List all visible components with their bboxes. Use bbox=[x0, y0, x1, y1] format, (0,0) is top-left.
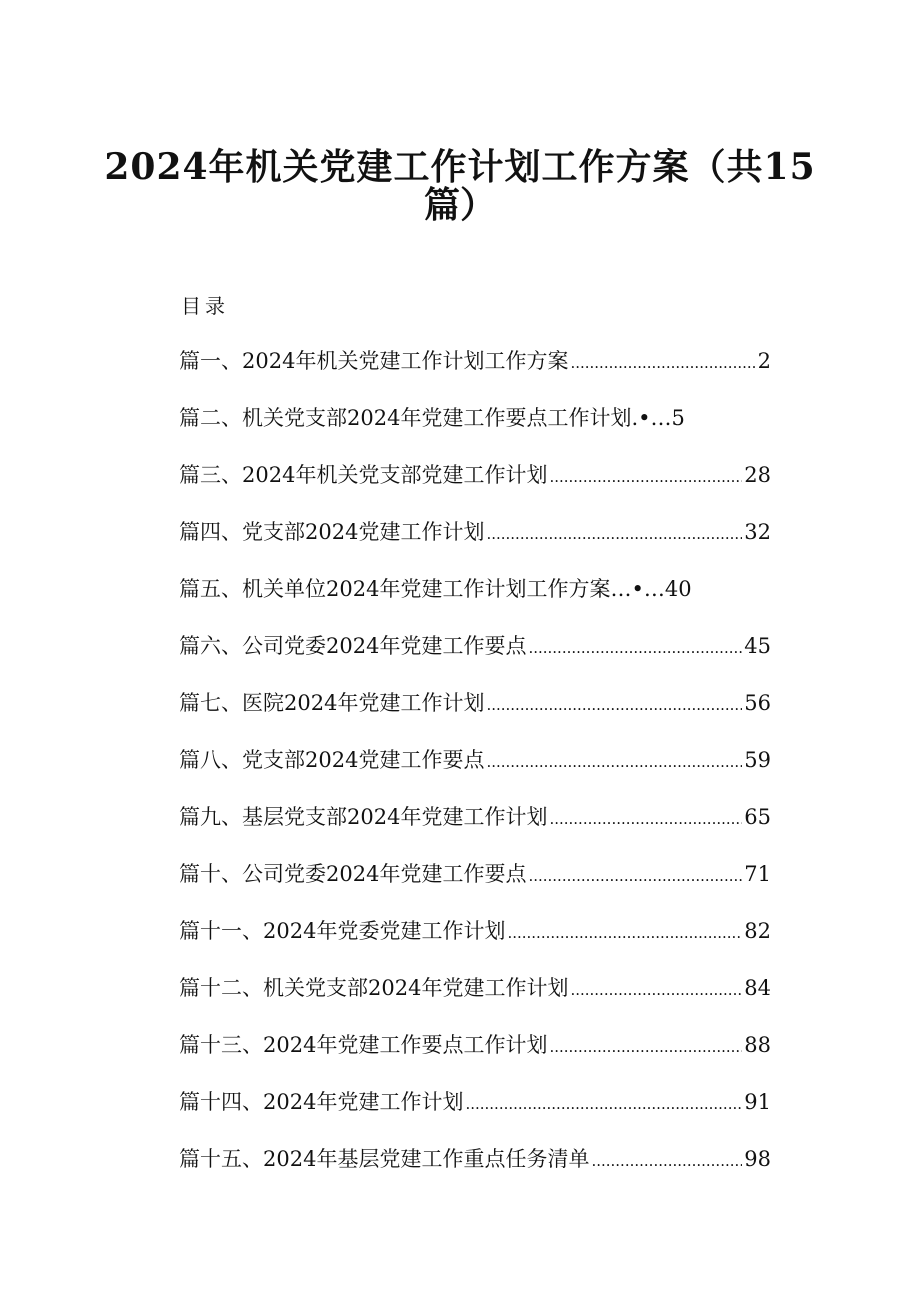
toc-page-number: 59 bbox=[744, 748, 771, 772]
toc-entry[interactable] bbox=[179, 1029, 771, 1086]
toc-entry-label: 篇十、公司党委2024年党建工作要点 bbox=[179, 862, 527, 886]
toc-page-number: 56 bbox=[744, 691, 771, 715]
toc-entry-label: 篇八、党支部2024党建工作要点 bbox=[179, 748, 485, 772]
toc-entry-label: 篇十二、机关党支部2024年党建工作计划 bbox=[179, 976, 569, 1000]
toc-page-number: 45 bbox=[744, 634, 771, 658]
toc-dot-leader bbox=[549, 461, 742, 493]
toc-heading: 目录 bbox=[181, 294, 229, 318]
toc-page-number: 65 bbox=[744, 805, 771, 829]
document-title-line-1: 2024年机关党建工作计划工作方案（共15 bbox=[104, 146, 816, 188]
toc-entry-label: 篇二、机关党支部2024年党建工作要点工作计划.•… bbox=[179, 406, 672, 430]
toc-entry-label: 篇十一、2024年党委党建工作计划 bbox=[179, 919, 506, 943]
toc-entry[interactable] bbox=[179, 858, 771, 915]
toc-entry-label: 篇一、2024年机关党建工作计划工作方案 bbox=[179, 349, 569, 373]
toc-entry-label: 篇十三、2024年党建工作要点工作计划 bbox=[179, 1033, 548, 1057]
table-of-contents bbox=[179, 345, 771, 1200]
toc-entry[interactable] bbox=[179, 1086, 771, 1143]
toc-entry[interactable] bbox=[179, 459, 771, 516]
toc-entry-label: 篇十四、2024年党建工作计划 bbox=[179, 1090, 464, 1114]
toc-entry-label: 篇六、公司党委2024年党建工作要点 bbox=[179, 634, 527, 658]
toc-page-number: 28 bbox=[744, 463, 771, 487]
toc-dot-leader bbox=[591, 1145, 742, 1177]
toc-entry-label: 篇五、机关单位2024年党建工作计划工作方案…•… bbox=[179, 577, 665, 601]
toc-entry[interactable] bbox=[179, 345, 771, 402]
toc-entry[interactable] bbox=[179, 516, 771, 573]
toc-dot-leader bbox=[528, 860, 742, 892]
toc-page-number: 98 bbox=[744, 1147, 771, 1171]
toc-dot-leader bbox=[549, 803, 742, 835]
toc-dot-leader bbox=[486, 518, 742, 550]
toc-dot-leader bbox=[528, 632, 742, 664]
toc-entry[interactable] bbox=[179, 573, 771, 630]
toc-entry-label: 篇七、医院2024年党建工作计划 bbox=[179, 691, 485, 715]
toc-page-number: 71 bbox=[744, 862, 771, 886]
toc-dot-leader bbox=[486, 689, 742, 721]
toc-entry[interactable] bbox=[179, 687, 771, 744]
toc-entry-label: 篇三、2024年机关党支部党建工作计划 bbox=[179, 463, 548, 487]
toc-dot-leader bbox=[549, 1031, 742, 1063]
toc-page-number: 32 bbox=[744, 520, 771, 544]
toc-page-number: 40 bbox=[664, 577, 692, 601]
toc-dot-leader bbox=[465, 1088, 742, 1120]
toc-entry-label: 篇四、党支部2024党建工作计划 bbox=[179, 520, 485, 544]
toc-entry[interactable] bbox=[179, 630, 771, 687]
toc-page-number: 2 bbox=[757, 349, 771, 373]
toc-entry[interactable] bbox=[179, 801, 771, 858]
toc-entry[interactable] bbox=[179, 744, 771, 801]
document-title-line-2: 篇） bbox=[423, 184, 496, 226]
toc-dot-leader bbox=[507, 917, 742, 949]
toc-entry[interactable] bbox=[179, 972, 771, 1029]
toc-page-number: 82 bbox=[744, 919, 771, 943]
toc-entry[interactable] bbox=[179, 915, 771, 972]
toc-entry[interactable] bbox=[179, 1143, 771, 1200]
toc-entry-label: 篇九、基层党支部2024年党建工作计划 bbox=[179, 805, 548, 829]
toc-dot-leader bbox=[486, 746, 742, 778]
toc-entry[interactable] bbox=[179, 402, 771, 459]
toc-dot-leader bbox=[570, 974, 742, 1006]
toc-page-number: 91 bbox=[744, 1090, 771, 1114]
toc-entry-label: 篇十五、2024年基层党建工作重点任务清单 bbox=[179, 1147, 590, 1171]
toc-dot-leader bbox=[570, 347, 755, 379]
toc-page-number: 5 bbox=[671, 406, 685, 430]
toc-page-number: 84 bbox=[744, 976, 771, 1000]
toc-page-number: 88 bbox=[744, 1033, 771, 1057]
